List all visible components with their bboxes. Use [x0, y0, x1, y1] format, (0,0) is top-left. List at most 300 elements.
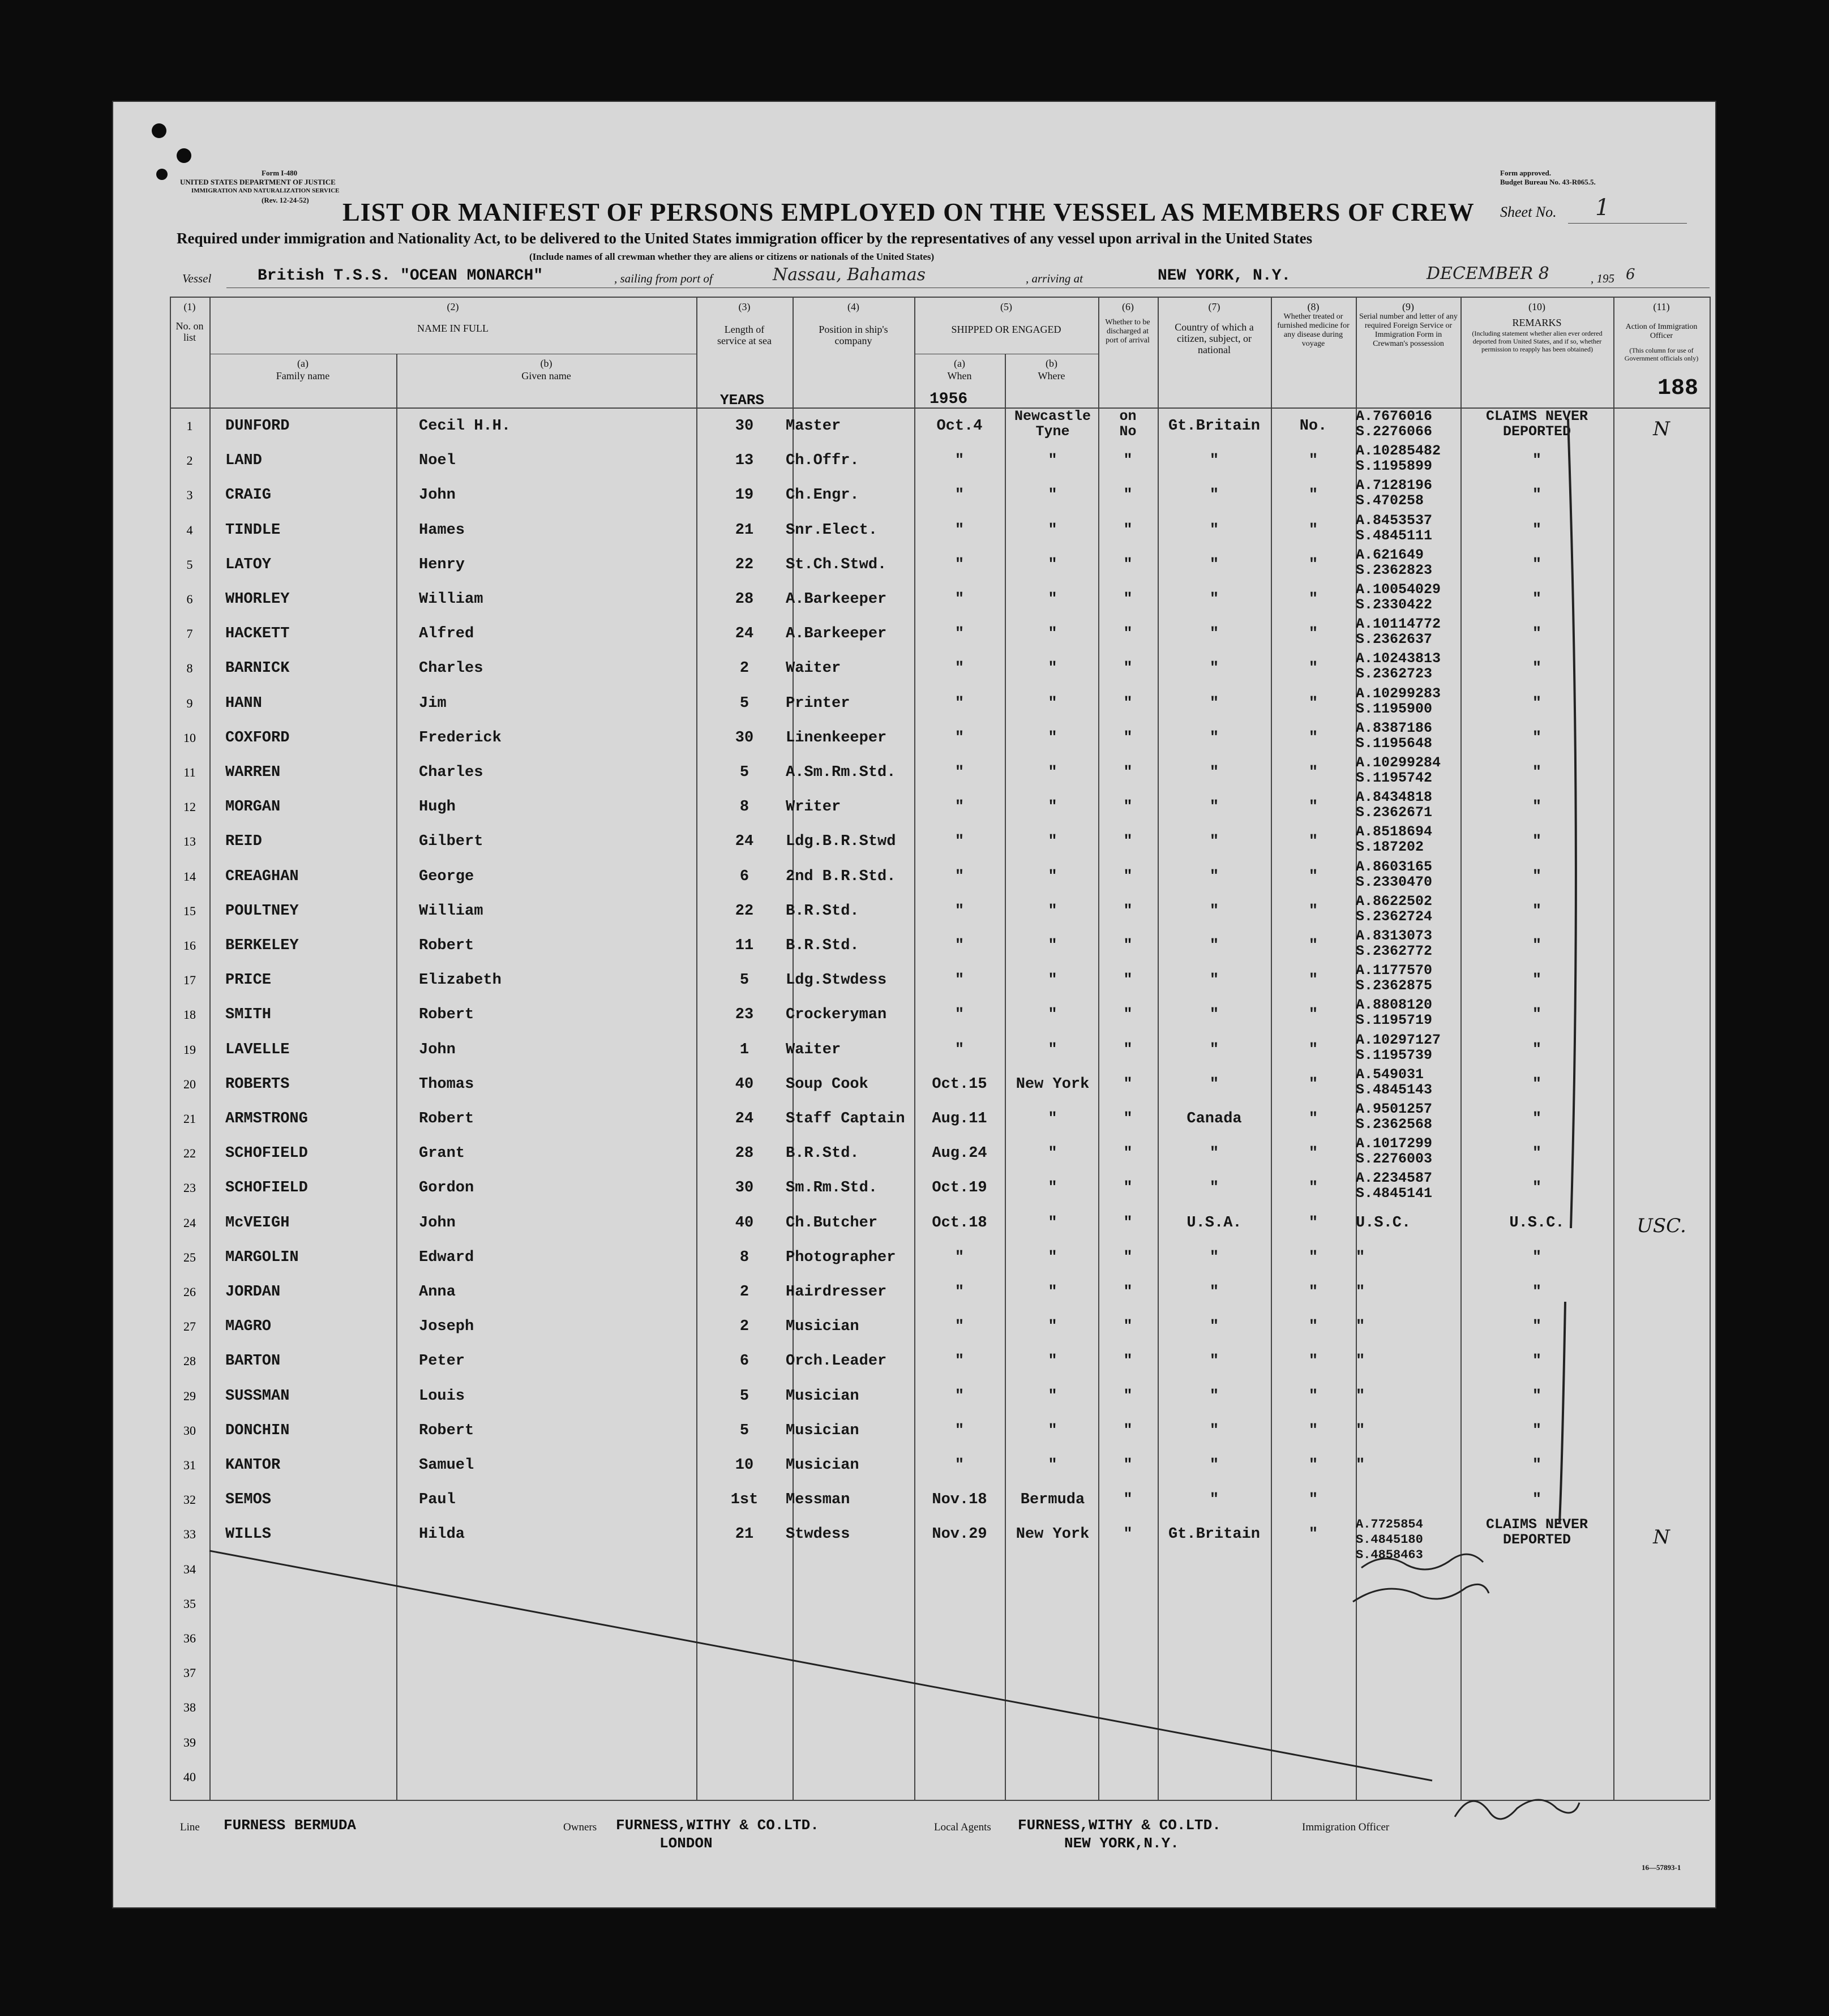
cell-country: " — [1209, 1249, 1219, 1266]
cell-country: " — [1209, 1041, 1219, 1058]
cell-country: " — [1209, 902, 1219, 920]
cell-country: " — [1209, 556, 1219, 573]
cell-medicine: " — [1308, 1179, 1318, 1197]
agents-value: FURNESS,WITHY & CO.LTD. — [1018, 1817, 1221, 1834]
cell-given: Hilda — [419, 1526, 465, 1543]
cell-given: Hames — [419, 521, 465, 539]
cell-serial: A.10299283 S.1195900 — [1356, 685, 1441, 717]
cell-position: St.Ch.Stwd. — [786, 556, 887, 573]
cell-years: 2 — [739, 1284, 749, 1301]
cell-given: William — [419, 902, 483, 920]
cell-action: N — [1653, 1526, 1670, 1549]
cell-years: 40 — [735, 1214, 754, 1232]
cell-country: " — [1209, 1179, 1219, 1197]
cell-family: SMITH — [225, 1006, 272, 1024]
row-number: 15 — [183, 903, 196, 918]
cell-family: COXFORD — [225, 729, 290, 747]
cell-medicine: " — [1308, 1145, 1318, 1163]
cell-remarks: " — [1532, 591, 1542, 608]
cell-remarks: CLAIMS NEVER DEPORTED — [1485, 408, 1588, 440]
officer-label: Immigration Officer — [1302, 1821, 1390, 1833]
cell-country: " — [1209, 833, 1219, 851]
cell-serial: A.8518694 S.187202 — [1356, 823, 1433, 856]
col10-header: REMARKS — [1512, 317, 1562, 328]
form-title: LIST OR MANIFEST OF PERSONS EMPLOYED ON THE VESSEL AS MEMBERS OF CREW — [342, 198, 1475, 226]
cell-when: Oct.19 — [932, 1179, 987, 1197]
cell-serial: A.10285482 S.1195899 — [1356, 443, 1441, 475]
col7-number: (7) — [1208, 301, 1220, 312]
handwritten-marks — [113, 102, 1715, 1907]
cell-given: Charles — [419, 764, 483, 781]
cell-where: " — [1048, 694, 1057, 712]
sheet-number: 1 — [1595, 195, 1610, 221]
cell-serial: " — [1356, 1318, 1365, 1336]
cell-when: " — [954, 799, 965, 816]
row-number: 30 — [183, 1423, 196, 1438]
cell-discharged: " — [1123, 833, 1133, 851]
col8-header: Whether treated or furnished medicine for any disease during voyage — [1277, 312, 1350, 348]
cell-discharged: " — [1123, 1179, 1133, 1197]
cell-years: 8 — [739, 1249, 749, 1266]
cell-years: 23 — [735, 1006, 754, 1024]
cell-years: 1 — [739, 1041, 749, 1058]
cell-serial: A.8434818 S.2362671 — [1356, 789, 1433, 821]
cell-serial: A.549031 S.4845143 — [1356, 1066, 1433, 1098]
cell-position: Orch.Leader — [786, 1353, 887, 1370]
cell-where: " — [1048, 937, 1057, 954]
cell-remarks: " — [1532, 902, 1542, 920]
manifest-sheet — [113, 102, 1715, 1907]
row-number: 4 — [186, 522, 193, 537]
col6-number: (6) — [1122, 301, 1134, 312]
cell-where: " — [1048, 487, 1057, 504]
cell-family: PRICE — [225, 972, 272, 989]
cell-where: " — [1048, 1249, 1057, 1266]
cell-years: 21 — [735, 521, 754, 539]
cell-remarks: " — [1532, 625, 1542, 643]
cell-when: " — [954, 1006, 965, 1024]
cell-discharged: " — [1123, 1526, 1133, 1543]
cell-discharged: " — [1123, 1006, 1133, 1024]
cell-serial: " — [1356, 1457, 1365, 1474]
cell-country: " — [1209, 1075, 1219, 1093]
cell-country: " — [1209, 625, 1219, 643]
cell-position: Waiter — [786, 660, 841, 677]
cell-discharged: " — [1123, 868, 1133, 885]
line-value: FURNESS BERMUDA — [224, 1817, 357, 1834]
col5-number: (5) — [1000, 301, 1012, 312]
cell-position: Writer — [786, 799, 841, 816]
cell-where: " — [1048, 556, 1057, 573]
form-number: Form I-480 — [262, 169, 298, 177]
cell-position: Staff Captain — [786, 1110, 905, 1127]
cell-where: " — [1048, 1179, 1057, 1197]
cell-medicine: " — [1308, 868, 1318, 885]
cell-remarks: " — [1532, 764, 1542, 781]
cell-remarks: " — [1532, 729, 1542, 747]
cell-years: 5 — [739, 694, 749, 712]
cell-given: Anna — [419, 1284, 456, 1301]
col6-header: Whether to be discharged at port of arrival — [1105, 318, 1150, 345]
cell-position: Master — [786, 418, 841, 435]
row-number: 29 — [183, 1388, 196, 1403]
cell-serial: A.10114772 S.2362637 — [1356, 616, 1441, 648]
cell-family: JORDAN — [225, 1284, 281, 1301]
cell-remarks: " — [1532, 1318, 1542, 1336]
cell-discharged: " — [1123, 487, 1133, 504]
cell-position: B.R.Std. — [786, 1145, 859, 1163]
cell-position: Waiter — [786, 1041, 841, 1058]
cell-medicine: " — [1308, 694, 1318, 712]
cell-when: Aug.24 — [932, 1145, 987, 1163]
cell-discharged: " — [1123, 1422, 1133, 1439]
cell-given: Joseph — [419, 1318, 474, 1336]
row-number: 37 — [183, 1666, 196, 1680]
cell-where: New York — [1016, 1526, 1090, 1543]
cell-years: 24 — [735, 1110, 754, 1127]
cell-family: MARGOLIN — [225, 1249, 299, 1266]
cell-years: 30 — [735, 1179, 754, 1197]
cell-where: " — [1048, 1145, 1057, 1163]
cell-given: Robert — [419, 1110, 474, 1127]
cell-years: 1st — [730, 1491, 759, 1509]
cell-where: " — [1048, 902, 1057, 920]
cell-when: Aug.11 — [932, 1110, 987, 1127]
cell-where: Newcastle Tyne — [1014, 408, 1091, 440]
cell-serial: A.8387186 S.1195648 — [1356, 719, 1433, 752]
cell-serial: " — [1356, 1353, 1365, 1370]
cell-family: DONCHIN — [225, 1422, 290, 1439]
col4-number: (4) — [847, 301, 859, 312]
cell-family: WARREN — [225, 764, 281, 781]
cell-country: " — [1209, 1353, 1219, 1370]
cell-discharged: " — [1123, 1318, 1133, 1336]
cell-where: Bermuda — [1020, 1491, 1085, 1509]
cell-discharged: " — [1123, 625, 1133, 643]
cell-country: Gt.Britain — [1168, 1526, 1261, 1543]
year-1956: 1956 — [930, 391, 968, 408]
col9-number: (9) — [1402, 301, 1414, 312]
cell-action: N — [1653, 418, 1670, 440]
cell-where: " — [1048, 764, 1057, 781]
cell-family: HANN — [225, 694, 262, 712]
cell-discharged: " — [1123, 1491, 1133, 1509]
cell-position: Musician — [786, 1457, 859, 1474]
cell-where: " — [1048, 452, 1057, 470]
cell-serial: A.9501257 S.2362568 — [1356, 1101, 1433, 1133]
cell-given: Cecil H.H. — [419, 418, 511, 435]
cell-family: WILLS — [225, 1526, 272, 1543]
cell-country: " — [1209, 521, 1219, 539]
cell-when: " — [954, 521, 965, 539]
row-number: 6 — [186, 592, 193, 606]
cell-medicine: " — [1308, 1422, 1318, 1439]
cell-medicine: " — [1308, 1491, 1318, 1509]
cell-medicine: " — [1308, 625, 1318, 643]
cell-position: Soup Cook — [786, 1075, 868, 1093]
cell-serial: A.10297127 S.1195739 — [1356, 1031, 1441, 1063]
cell-remarks: " — [1532, 694, 1542, 712]
cell-when: " — [954, 833, 965, 851]
cell-remarks: " — [1532, 937, 1542, 954]
owners-city: LONDON — [659, 1835, 713, 1852]
cell-remarks: " — [1532, 1110, 1542, 1127]
row-number: 26 — [183, 1285, 196, 1299]
cell-when: " — [954, 764, 965, 781]
cell-medicine: " — [1308, 799, 1318, 816]
cell-given: Edward — [419, 1249, 474, 1266]
row-number: 21 — [183, 1112, 196, 1126]
row-number: 27 — [183, 1319, 196, 1334]
cell-remarks: " — [1532, 487, 1542, 504]
cell-family: CRAIG — [225, 487, 272, 504]
cell-discharged: " — [1123, 1387, 1133, 1405]
col3-number: (3) — [738, 301, 751, 312]
cell-where: " — [1048, 833, 1057, 851]
cell-family: SEMOS — [225, 1491, 272, 1509]
cell-given: Samuel — [419, 1457, 474, 1474]
cell-years: 28 — [735, 591, 754, 608]
cell-position: 2nd B.R.Std. — [786, 868, 896, 885]
cell-family: KANTOR — [225, 1457, 281, 1474]
cell-discharged: " — [1123, 694, 1133, 712]
arriving-port: NEW YORK, N.Y. — [1158, 267, 1291, 285]
cell-when: " — [954, 591, 965, 608]
cell-remarks: " — [1532, 452, 1542, 470]
cell-years: 5 — [739, 972, 749, 989]
form-approved: Form approved. — [1500, 169, 1552, 177]
cell-discharged: " — [1123, 1214, 1133, 1232]
cell-remarks: " — [1532, 521, 1542, 539]
cell-serial: A.7128196 S.470258 — [1356, 477, 1433, 509]
cell-given: Jim — [419, 694, 447, 712]
cell-country: " — [1209, 1422, 1219, 1439]
year-suffix: 6 — [1626, 266, 1635, 283]
cell-given: Elizabeth — [419, 972, 502, 989]
row-number: 34 — [183, 1562, 196, 1576]
cell-where: " — [1048, 591, 1057, 608]
row-number: 13 — [183, 834, 196, 849]
signature — [1361, 1554, 1483, 1569]
revision: (Rev. 12-24-52) — [262, 196, 309, 204]
cell-serial: A.8808120 S.1195719 — [1356, 997, 1433, 1029]
row-number: 36 — [183, 1631, 196, 1645]
cell-given: Thomas — [419, 1075, 474, 1093]
col4-header: Position in ship's company — [819, 324, 888, 346]
cell-when: " — [954, 868, 965, 885]
cell-medicine: " — [1308, 902, 1318, 920]
cell-position: Ch.Butcher — [786, 1214, 878, 1232]
cell-position: Ldg.B.R.Stwd — [786, 833, 896, 851]
cell-years: 6 — [739, 868, 749, 885]
agents-city: NEW YORK,N.Y. — [1064, 1835, 1179, 1852]
cell-country: " — [1209, 1006, 1219, 1024]
cell-medicine: " — [1308, 833, 1318, 851]
cell-position: Photographer — [786, 1249, 896, 1266]
cell-family: HACKETT — [225, 625, 290, 643]
owners-value: FURNESS,WITHY & CO.LTD. — [616, 1817, 819, 1834]
cell-medicine: " — [1308, 660, 1318, 677]
cell-years: 5 — [739, 1387, 749, 1405]
owners-label: Owners — [563, 1821, 597, 1833]
row-number: 17 — [183, 973, 196, 988]
service: IMMIGRATION AND NATURALIZATION SERVICE — [191, 187, 340, 194]
cell-medicine: " — [1308, 452, 1318, 470]
cell-serial: U.S.C. — [1356, 1214, 1411, 1232]
cell-medicine: " — [1308, 1249, 1318, 1266]
sailing-port: Nassau, Bahamas — [773, 265, 926, 285]
cell-serial: " — [1356, 1249, 1365, 1266]
cell-when: " — [954, 1284, 965, 1301]
row-number: 10 — [183, 730, 196, 745]
cell-position: Snr.Elect. — [786, 521, 878, 539]
cell-serial: " — [1356, 1387, 1365, 1405]
cell-when: " — [954, 729, 965, 747]
cell-position: Stwdess — [786, 1526, 850, 1543]
col5a-header: When — [947, 370, 972, 381]
cell-serial: A.621649 S.2362823 — [1356, 546, 1433, 578]
cell-country: " — [1209, 660, 1219, 677]
cell-when: " — [954, 972, 965, 989]
cell-when: " — [954, 937, 965, 954]
print-code: 16—57893-1 — [1642, 1863, 1681, 1872]
cell-medicine: " — [1308, 556, 1318, 573]
row-number: 24 — [183, 1215, 196, 1230]
row-number: 2 — [186, 453, 193, 468]
cell-years: 30 — [735, 729, 754, 747]
cell-given: John — [419, 487, 456, 504]
cell-where: " — [1048, 1457, 1057, 1474]
cell-given: Grant — [419, 1145, 465, 1163]
department: UNITED STATES DEPARTMENT OF JUSTICE — [180, 178, 336, 186]
cell-position: B.R.Std. — [786, 937, 859, 954]
cell-given: Louis — [419, 1387, 465, 1405]
cell-position: Ch.Offr. — [786, 452, 859, 470]
row-number: 5 — [186, 557, 193, 572]
ditto-vertical-stroke — [1568, 419, 1576, 1228]
cell-discharged: " — [1123, 1249, 1133, 1266]
cell-given: Charles — [419, 660, 483, 677]
cell-discharged: " — [1123, 1145, 1133, 1163]
cell-serial: A.10299284 S.1195742 — [1356, 754, 1441, 786]
cell-remarks: " — [1532, 1041, 1542, 1058]
signature — [1353, 1584, 1489, 1602]
cell-family: MORGAN — [225, 799, 281, 816]
cell-serial: A.10243813 S.2362723 — [1356, 650, 1441, 683]
cell-when: " — [954, 1249, 965, 1266]
vessel-name: British T.S.S. "OCEAN MONARCH" — [258, 267, 543, 285]
cell-serial: A.8603165 S.2330470 — [1356, 858, 1433, 890]
row-number: 23 — [183, 1181, 196, 1195]
cell-family: BARNICK — [225, 660, 290, 677]
cell-when: Oct.4 — [936, 418, 983, 435]
cell-when: " — [954, 452, 965, 470]
cell-serial: A.8622502 S.2362724 — [1356, 893, 1433, 925]
cell-country: " — [1209, 729, 1219, 747]
cell-given: Paul — [419, 1491, 456, 1509]
cell-when: " — [954, 660, 965, 677]
cell-family: TINDLE — [225, 521, 281, 539]
cell-given: John — [419, 1214, 456, 1232]
cell-position: A.Sm.Rm.Std. — [786, 764, 896, 781]
cell-years: 21 — [735, 1526, 754, 1543]
cell-country: Canada — [1187, 1110, 1242, 1127]
row-number: 20 — [183, 1076, 196, 1091]
cell-serial: " — [1356, 1422, 1365, 1439]
cell-discharged: " — [1123, 1075, 1133, 1093]
row-number: 31 — [183, 1458, 196, 1472]
cell-medicine: " — [1308, 1387, 1318, 1405]
cell-remarks: " — [1532, 1179, 1542, 1197]
cell-discharged: " — [1123, 937, 1133, 954]
row-number: 9 — [186, 696, 193, 710]
cell-country: " — [1209, 452, 1219, 470]
cell-years: 40 — [735, 1075, 754, 1093]
col5-header: SHIPPED OR ENGAGED — [951, 324, 1061, 335]
cell-medicine: " — [1308, 1318, 1318, 1336]
col2a-number: (a) — [297, 358, 309, 369]
cell-family: REID — [225, 833, 262, 851]
cell-discharged: " — [1123, 1110, 1133, 1127]
cell-family: SUSSMAN — [225, 1387, 290, 1405]
cell-where: " — [1048, 868, 1057, 885]
cell-where: " — [1048, 1318, 1057, 1336]
row-number: 14 — [183, 869, 196, 883]
cell-family: SCHOFIELD — [225, 1145, 308, 1163]
officer-stamp-number: 188 — [1657, 376, 1698, 401]
cell-when: " — [954, 1041, 965, 1058]
ditto-vertical-stroke — [1560, 1302, 1565, 1522]
row-number: 32 — [183, 1492, 196, 1507]
cell-family: DUNFORD — [225, 418, 290, 435]
cell-discharged: " — [1123, 799, 1133, 816]
cell-family: POULTNEY — [225, 902, 299, 920]
cell-given: Frederick — [419, 729, 502, 747]
cell-given: Henry — [419, 556, 465, 573]
row-number: 12 — [183, 800, 196, 814]
cell-remarks: " — [1532, 868, 1542, 885]
cell-when: " — [954, 1422, 965, 1439]
row-number: 25 — [183, 1250, 196, 1264]
cell-country: " — [1209, 1457, 1219, 1474]
cell-family: SCHOFIELD — [225, 1179, 308, 1197]
cell-position: Ldg.Stwdess — [786, 972, 887, 989]
cell-when: " — [954, 1318, 965, 1336]
cell-family: BARTON — [225, 1353, 281, 1370]
cell-country: " — [1209, 1387, 1219, 1405]
col2a-header: Family name — [276, 370, 330, 381]
cell-country: " — [1209, 764, 1219, 781]
cell-family: CREAGHAN — [225, 868, 299, 885]
cell-given: Robert — [419, 1422, 474, 1439]
cell-medicine: " — [1308, 937, 1318, 954]
cell-family: LAND — [225, 452, 262, 470]
sheet-label: Sheet No. — [1500, 204, 1557, 220]
budget-bureau: Budget Bureau No. 43-R065.5. — [1500, 178, 1596, 186]
col7-header: Country of which a citizen, subject, or national — [1175, 321, 1254, 355]
cell-given: Robert — [419, 937, 474, 954]
cell-years: 13 — [735, 452, 754, 470]
cell-family: LATOY — [225, 556, 272, 573]
cell-medicine: " — [1308, 972, 1318, 989]
cell-country: " — [1209, 1145, 1219, 1163]
cell-country: " — [1209, 1284, 1219, 1301]
cell-where: " — [1048, 660, 1057, 677]
cell-where: " — [1048, 1110, 1057, 1127]
cell-position: Printer — [786, 694, 850, 712]
cell-country: " — [1209, 868, 1219, 885]
cell-years: 8 — [739, 799, 749, 816]
